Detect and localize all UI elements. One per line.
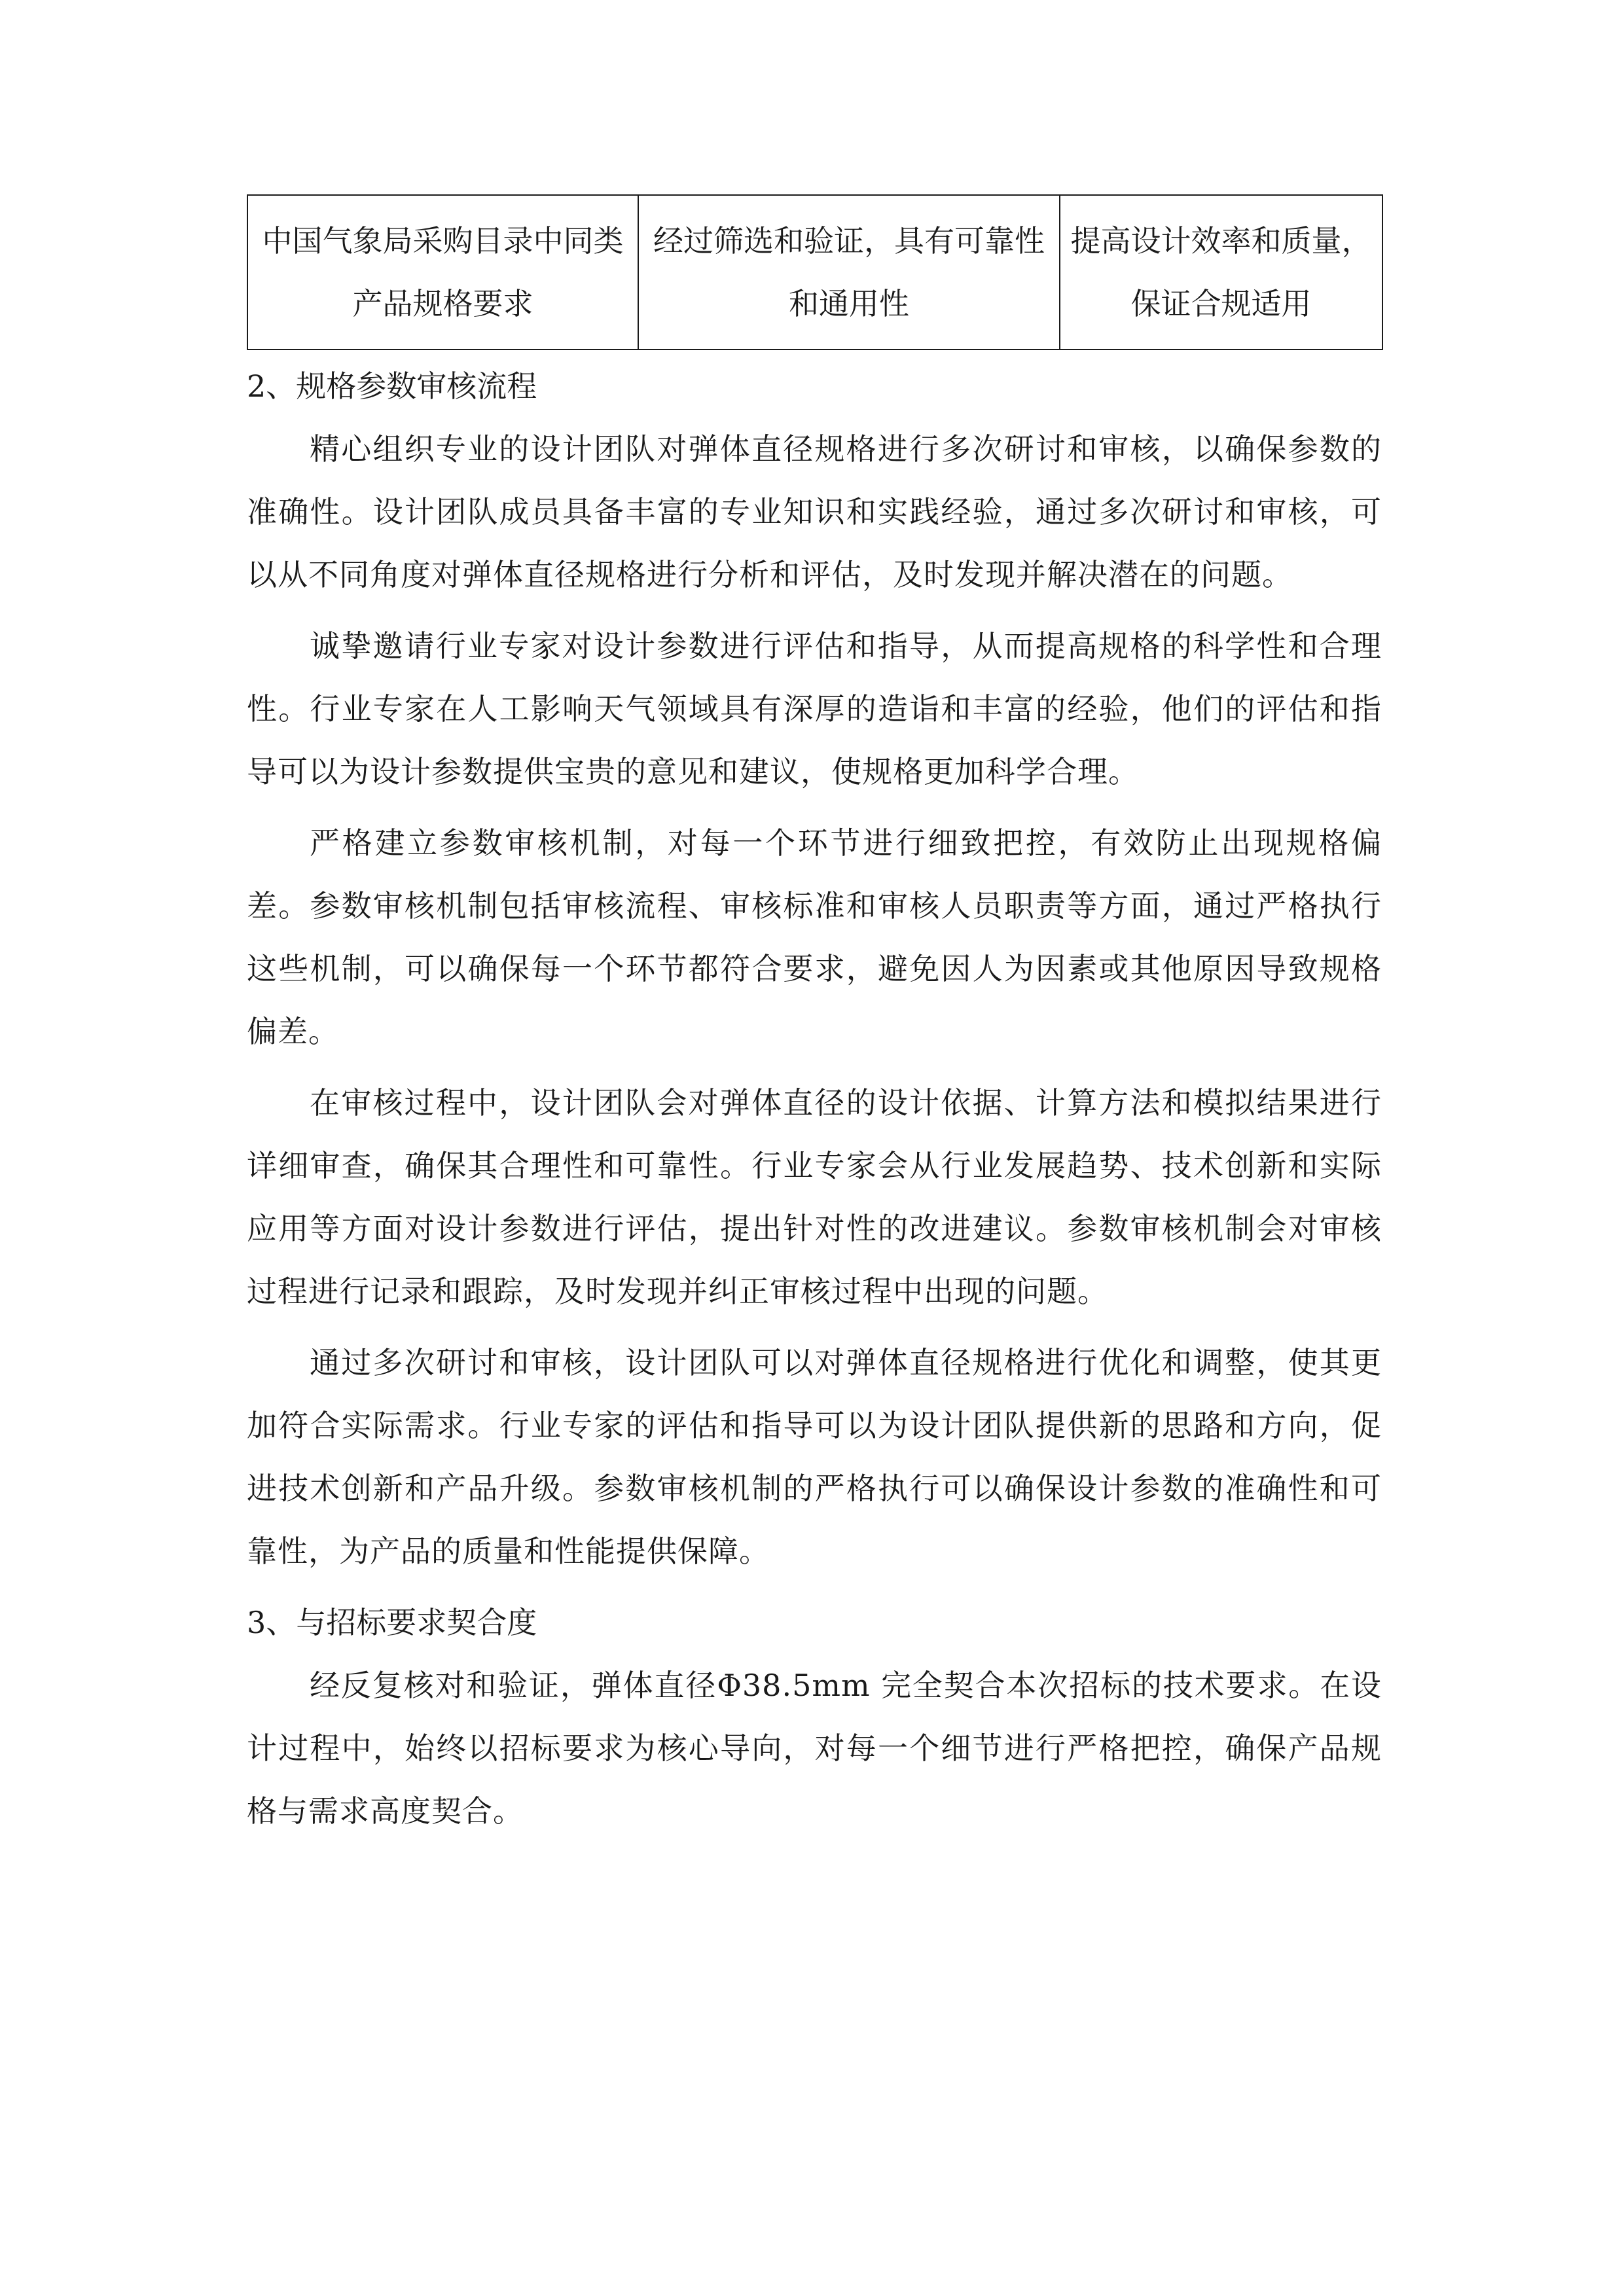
section-heading-review-process: 2、规格参数审核流程: [247, 368, 537, 404]
table-row: [247, 195, 1382, 350]
table-cell-feature: 经过筛选和验证，具有可靠性和通用性: [638, 195, 1060, 350]
paragraph: 精心组织专业的设计团队对弹体直径规格进行多次研讨和审核，以确保参数的准确性。设计团队成员具备丰富的专业知识和实践经验，通过多次研讨和审核，可以从不同角度对弹体直径规格进行分析和评估，及时发现并解决潜在的问题。: [247, 431, 1382, 592]
table-cell-benefit: 提高设计效率和质量，保证合规适用: [1060, 195, 1382, 350]
paragraph: 严格建立参数审核机制，对每一个环节进行细致把控，有效防止出现规格偏差。参数审核机制包括审核流程、审核标准和审核人员职责等方面，通过严格执行这些机制，可以确保每一个环节都符合要求，避免因人为因素或其他原因导致规格偏差。: [247, 825, 1382, 1049]
paragraph: 通过多次研讨和审核，设计团队可以对弹体直径规格进行优化和调整，使其更加符合实际需求。行业专家的评估和指导可以为设计团队提供新的思路和方向，促进技术创新和产品升级。参数审核机制的严格执行可以确保设计参数的准确性和可靠性，为产品的质量和性能提供保障。: [247, 1345, 1382, 1569]
spec-table: [247, 194, 1383, 350]
paragraph: 诚挚邀请行业专家对设计参数进行评估和指导，从而提高规格的科学性和合理性。行业专家在人工影响天气领域具有深厚的造诣和丰富的经验，他们的评估和指导可以为设计参数提供宝贵的意见和建议，使规格更加科学合理。: [247, 628, 1382, 789]
paragraph: 在审核过程中，设计团队会对弹体直径的设计依据、计算方法和模拟结果进行详细审查，确保其合理性和可靠性。行业专家会从行业发展趋势、技术创新和实际应用等方面对设计参数进行评估，提出针对性的改进建议。参数审核机制会对审核过程进行记录和跟踪，及时发现并纠正审核过程中出现的问题。: [247, 1085, 1382, 1309]
section-heading-tender-fit: 3、与招标要求契合度: [247, 1605, 537, 1640]
table-cell-source: 中国气象局采购目录中同类产品规格要求: [247, 195, 638, 350]
paragraph: 经反复核对和验证，弹体直径Φ38.5mm 完全契合本次招标的技术要求。在设计过程中，始终以招标要求为核心导向，对每一个细节进行严格把控，确保产品规格与需求高度契合。: [247, 1668, 1382, 1829]
body-content: [247, 355, 1382, 1842]
